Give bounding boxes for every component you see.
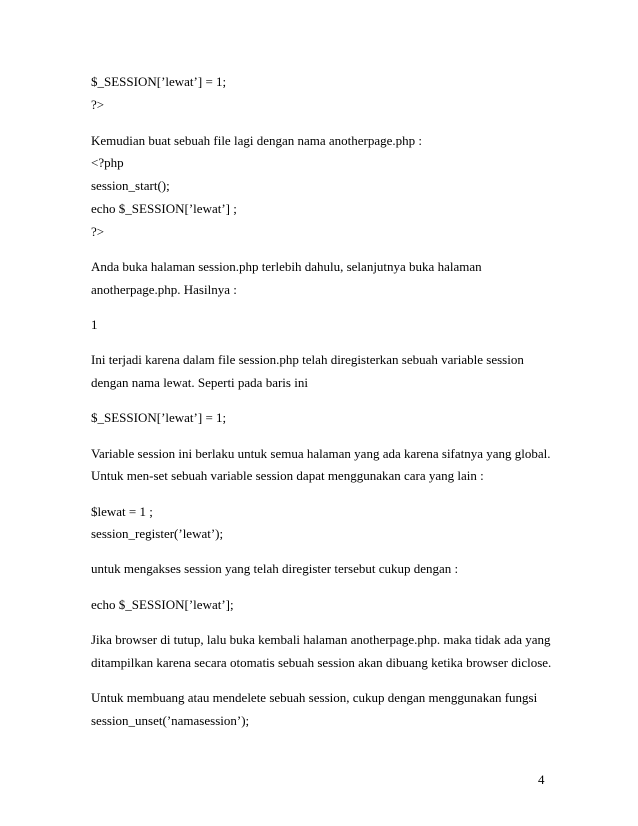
code-line-session-register: session_register(’lewat’); [91,526,224,541]
page-number: 4 [538,772,545,787]
code-line-session-start: session_start(); [91,178,170,193]
paragraph-line: Jika browser di tutup, lalu buka kembali halaman anotherpage.php. maka tidak ada yang [91,632,551,647]
code-line-session-assign: $_SESSION[’lewat’] = 1; [91,74,227,89]
code-line-session-assign: $_SESSION[’lewat’] = 1; [91,410,227,425]
code-line-php-open: <?php [91,155,124,170]
paragraph-line: anotherpage.php. Hasilnya : [91,282,237,297]
code-line-session-unset: session_unset(’namasession’); [91,713,250,728]
paragraph-line: Kemudian buat sebuah file lagi dengan nama anotherpage.php : [91,133,423,148]
paragraph-line: Untuk membuang atau mendelete sebuah session, cukup dengan menggunakan fungsi [91,690,538,705]
paragraph-line: untuk mengakses session yang telah diregister tersebut cukup dengan : [91,561,459,576]
paragraph-line: Ini terjadi karena dalam file session.php telah diregisterkan sebuah variable session [91,352,524,367]
paragraph-line: dengan nama lewat. Seperti pada baris ini [91,375,308,390]
code-line-echo-session: echo $_SESSION[’lewat’]; [91,597,234,612]
code-line-php-close: ?> [91,224,105,239]
code-line-php-close: ?> [91,97,105,112]
output-value: 1 [91,317,98,332]
paragraph-line: Anda buka halaman session.php terlebih dahulu, selanjutnya buka halaman [91,259,482,274]
paragraph-line: ditampilkan karena secara otomatis sebuah session akan dibuang ketika browser diclose. [91,655,552,670]
paragraph-line: Variable session ini berlaku untuk semua halaman yang ada karena sifatnya yang global. [91,446,551,461]
paragraph-line: Untuk men-set sebuah variable session dapat menggunakan cara yang lain : [91,468,484,483]
code-line-echo-session: echo $_SESSION[’lewat’] ; [91,201,237,216]
code-line-lewat-assign: $lewat = 1 ; [91,504,153,519]
